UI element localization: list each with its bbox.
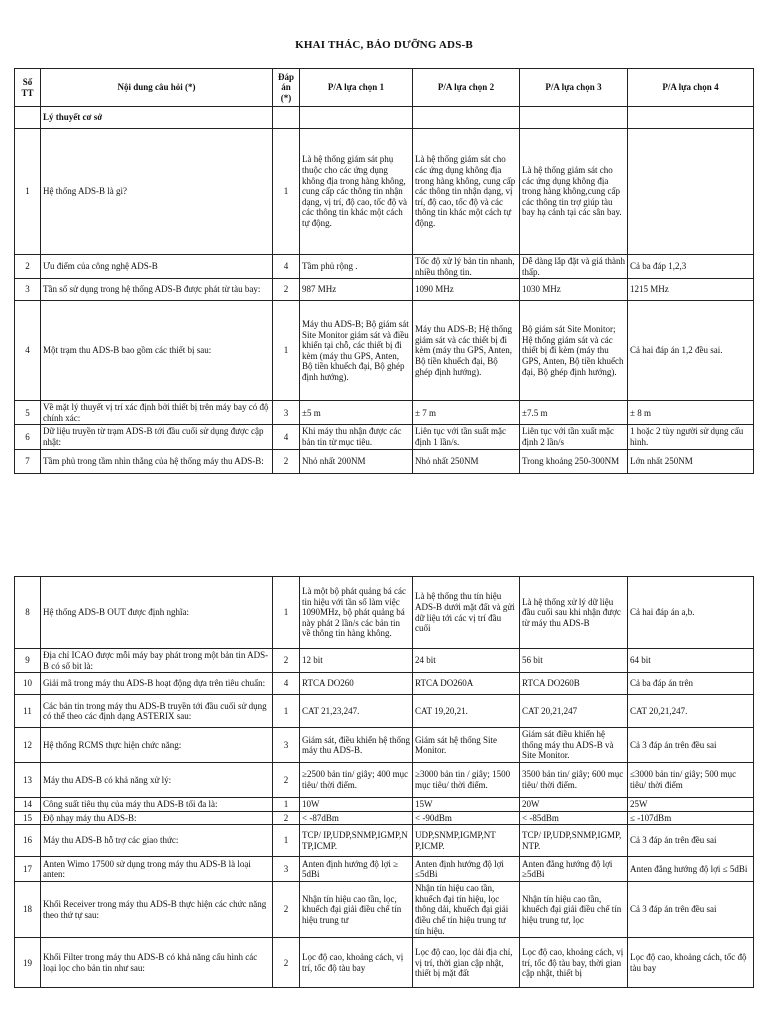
option-1: ≥2500 bản tin/ giây; 400 mục tiêu/ thời điểm. [300, 763, 413, 798]
answer-number: 1 [273, 129, 300, 255]
option-2: Nhận tín hiệu cao tần, khuếch đại tín hiệu, lọc thông dải, khuếch đại giải điều chế tín hiệu trung tư tín hiệu. [413, 882, 520, 938]
option-2: Máy thu ADS-B; Hệ thống giám sát và các thiết bị đi kèm (máy thu GPS, Anten, Bộ tiền khuếch đại, Bộ ghép định hướng). [413, 301, 520, 401]
option-4: 25W [628, 798, 754, 812]
answer-number: 4 [273, 255, 300, 279]
option-4: CAT 20,21,247. [628, 695, 754, 728]
option-3: Là hệ thống xử lý dữ liệu đầu cuối sau khi nhận được từ máy thu ADS-B [520, 577, 628, 649]
option-2: Anten định hướng độ lợi ≤5dBi [413, 857, 520, 882]
document-title: KHAI THÁC, BẢO DƯỠNG ADS-B [295, 39, 473, 51]
row-number: 12 [15, 728, 41, 763]
option-2: Nhỏ nhất 250NM [413, 449, 520, 473]
option-2: 24 bit [413, 649, 520, 673]
option-4 [628, 129, 754, 255]
answer-number: 4 [273, 425, 300, 449]
row-number: 13 [15, 763, 41, 798]
question-row [15, 882, 754, 938]
row-number: 7 [15, 449, 41, 473]
question-text: Các bản tin trong máy thu ADS-B truyền tới đầu cuối sử dụng có thể theo các định dạng ASTERIX sau: [41, 695, 273, 728]
option-1: Khi máy thu nhận được các bản tin từ mục tiêu. [300, 425, 413, 449]
option-1: 987 MHz [300, 279, 413, 301]
option-4: Cả ba đáp 1,2,3 [628, 255, 754, 279]
question-row [15, 938, 754, 988]
answer-number: 2 [273, 763, 300, 798]
row-number: 9 [15, 649, 41, 673]
option-3: CAT 20,21,247 [520, 695, 628, 728]
question-table-1 [14, 68, 754, 474]
answer-number: 2 [273, 811, 300, 825]
header-stt: Số TT [15, 69, 41, 107]
answer-number: 2 [273, 449, 300, 473]
row-number: 19 [15, 938, 41, 988]
header-option-1: P/A lựa chọn 1 [300, 69, 413, 107]
row-number: 14 [15, 798, 41, 812]
question-row [15, 728, 754, 763]
option-1: Là một bộ phát quảng bá các tin hiệu với tần số làm việc 1090MHz, bộ phát quảng bá này phát 2 lần/s các bản tin về thông tin hàng không. [300, 577, 413, 649]
option-1: Nhận tín hiệu cao tần, lọc, khuếch đại giải điều chế tín hiệu trung tư [300, 882, 413, 938]
question-row [15, 301, 754, 401]
question-row [15, 649, 754, 673]
row-number: 11 [15, 695, 41, 728]
question-row [15, 255, 754, 279]
option-3: 1030 MHz [520, 279, 628, 301]
row-number: 10 [15, 673, 41, 695]
question-row [15, 401, 754, 425]
answer-number: 1 [273, 825, 300, 857]
option-1: Tầm phủ rộng . [300, 255, 413, 279]
option-3: 3500 bản tin/ giây; 600 mục tiêu/ thời điểm. [520, 763, 628, 798]
option-1: Nhỏ nhất 200NM [300, 449, 413, 473]
option-4: Anten đẳng hướng độ lợi ≤ 5dBi [628, 857, 754, 882]
option-4: Lớn nhất 250NM [628, 449, 754, 473]
option-2: 15W [413, 798, 520, 812]
answer-number: 2 [273, 938, 300, 988]
option-4: 64 bit [628, 649, 754, 673]
row-number: 16 [15, 825, 41, 857]
question-row [15, 857, 754, 882]
option-2: 1090 MHz [413, 279, 520, 301]
option-2: Tốc độ xử lý bản tin nhanh, nhiều thông tin. [413, 255, 520, 279]
option-4: ≤3000 bản tin/ giây; 500 mục tiêu/ thời điểm [628, 763, 754, 798]
question-row [15, 673, 754, 695]
option-3: 56 bit [520, 649, 628, 673]
option-1: Giám sát, điều khiển hệ thống máy thu ADS-B. [300, 728, 413, 763]
answer-number: 3 [273, 857, 300, 882]
option-2: ± 7 m [413, 401, 520, 425]
section-empty-cell [628, 107, 754, 129]
question-text: Về mặt lý thuyết vị trí xác định bởi thiết bị trên máy bay có độ chính xác: [41, 401, 273, 425]
option-3: TCP/ IP,UDP,SNMP,IGMP, NTP. [520, 825, 628, 857]
question-text: Khối Receiver trong máy thu ADS-B thực hiện các chức năng theo thứ tự sau: [41, 882, 273, 938]
question-row [15, 811, 754, 825]
row-number: 4 [15, 301, 41, 401]
option-4: Cả 3 đáp án trên đều sai [628, 882, 754, 938]
answer-number: 1 [273, 798, 300, 812]
option-3: Bộ giám sát Site Monitor; Hệ thống giám sát và các thiết bị đi kèm (máy thu GPS, Anten, Bộ tiền khuếch đại, Bộ ghép định hướng). [520, 301, 628, 401]
option-2: Giám sát hệ thống Site Monitor. [413, 728, 520, 763]
option-4: Cả 3 đáp án trên đều sai [628, 825, 754, 857]
question-text: Máy thu ADS-B có khả năng xử lý: [41, 763, 273, 798]
option-1: RTCA DO260 [300, 673, 413, 695]
option-3: Dễ dàng lắp đặt và giá thành thấp. [520, 255, 628, 279]
question-text: Tầm phủ trong tầm nhìn thẳng của hệ thống máy thu ADS-B: [41, 449, 273, 473]
option-1: CAT 21,23,247. [300, 695, 413, 728]
answer-number: 1 [273, 577, 300, 649]
question-text: Hệ thống RCMS thực hiện chức năng: [41, 728, 273, 763]
question-text: Tần số sử dụng trong hệ thống ADS-B được phát từ tàu bay: [41, 279, 273, 301]
answer-number: 1 [273, 695, 300, 728]
option-4: ≤ -107dBm [628, 811, 754, 825]
option-1: Lọc độ cao, khoảng cách, vị trí, tốc độ tàu bay [300, 938, 413, 988]
row-number: 5 [15, 401, 41, 425]
question-text: Máy thu ADS-B hỗ trợ các giao thức: [41, 825, 273, 857]
header-option-3: P/A lựa chọn 3 [520, 69, 628, 107]
question-row [15, 577, 754, 649]
question-row [15, 449, 754, 473]
question-row [15, 763, 754, 798]
option-4: Lọc độ cao, khoảng cách, tốc độ tàu bay [628, 938, 754, 988]
option-3: ±7.5 m [520, 401, 628, 425]
answer-number: 2 [273, 279, 300, 301]
question-row [15, 425, 754, 449]
header-answer: Đáp án (*) [273, 69, 300, 107]
option-1: 10W [300, 798, 413, 812]
question-text: Dữ liệu truyền từ trạm ADS-B tới đầu cuối sử dụng được cập nhật: [41, 425, 273, 449]
option-3: 20W [520, 798, 628, 812]
header-option-2: P/A lựa chọn 2 [413, 69, 520, 107]
option-4: Cả ba đáp án trên [628, 673, 754, 695]
question-row [15, 129, 754, 255]
option-2: UDP,SNMP,IGMP,NT P,ICMP. [413, 825, 520, 857]
option-3: Liên tục với tần xuất mặc định 2 lần/s [520, 425, 628, 449]
header-option-4: P/A lựa chọn 4 [628, 69, 754, 107]
question-text: Một trạm thu ADS-B bao gồm các thiết bị sau: [41, 301, 273, 401]
question-row [15, 798, 754, 812]
option-4: ± 8 m [628, 401, 754, 425]
option-3: Nhận tín hiệu cao tần, khuếch đại giải điều chế tín hiệu trung tư, lọc [520, 882, 628, 938]
answer-number: 2 [273, 882, 300, 938]
section-empty-cell [273, 107, 300, 129]
option-3: RTCA DO260B [520, 673, 628, 695]
row-number: 1 [15, 129, 41, 255]
header-question: Nội dung câu hỏi (*) [41, 69, 273, 107]
question-row [15, 825, 754, 857]
section-empty-cell [15, 107, 41, 129]
table-header-row [15, 69, 754, 107]
answer-number: 1 [273, 301, 300, 401]
option-1: Anten định hướng độ lợi ≥ 5dBi [300, 857, 413, 882]
option-2: < -90dBm [413, 811, 520, 825]
option-1: 12 bit [300, 649, 413, 673]
option-4: Cả 3 đáp án trên đều sai [628, 728, 754, 763]
question-text: Hệ thống ADS-B OUT được định nghĩa: [41, 577, 273, 649]
question-text: Khối Filter trong máy thu ADS-B có khả năng cấu hình các loại lọc cho bản tin như sau: [41, 938, 273, 988]
option-4: 1 hoặc 2 tùy người sử dụng cấu hình. [628, 425, 754, 449]
row-number: 15 [15, 811, 41, 825]
option-3: < -85dBm [520, 811, 628, 825]
section-empty-cell [300, 107, 413, 129]
question-text: Ưu điểm của công nghệ ADS-B [41, 255, 273, 279]
question-text: Giải mã trong máy thu ADS-B hoạt động dựa trên tiêu chuẩn: [41, 673, 273, 695]
option-3: Giám sát điều khiển hệ thống máy thu ADS-B và Site Monitor. [520, 728, 628, 763]
question-text: Công suất tiêu thụ của máy thu ADS-B tối đa là: [41, 798, 273, 812]
row-number: 6 [15, 425, 41, 449]
question-text: Hệ thống ADS-B là gì? [41, 129, 273, 255]
answer-number: 3 [273, 728, 300, 763]
row-number: 18 [15, 882, 41, 938]
question-table-2 [14, 576, 754, 988]
section-title: Lý thuyết cơ sở [41, 107, 273, 129]
option-2: ≥3000 bản tin / giây; 1500 mục tiêu/ thời điểm. [413, 763, 520, 798]
option-2: RTCA DO260A [413, 673, 520, 695]
row-number: 3 [15, 279, 41, 301]
answer-number: 2 [273, 649, 300, 673]
question-text: Độ nhạy máy thu ADS-B: [41, 811, 273, 825]
option-1: Máy thu ADS-B; Bộ giám sát Site Monitor giám sát và điều khiển tại chỗ, các thiết bị đi kèm (máy thu GPS, Anten, Bộ tiền khuếch đại, Bộ ghép định hướng). [300, 301, 413, 401]
option-4: 1215 MHz [628, 279, 754, 301]
row-number: 2 [15, 255, 41, 279]
question-text: Địa chỉ ICAO được mỗi máy bay phát trong một bản tin ADS-B có số bit là: [41, 649, 273, 673]
option-3: Trong khoảng 250-300NM [520, 449, 628, 473]
option-4: Cả hai đáp án a,b. [628, 577, 754, 649]
option-3: Lọc độ cao, khoảng cách, vị trí, tốc độ tàu bay, thời gian cập nhật, thiết bị [520, 938, 628, 988]
option-4: Cả hai đáp án 1,2 đều sai. [628, 301, 754, 401]
option-2: CAT 19,20,21. [413, 695, 520, 728]
section-empty-cell [413, 107, 520, 129]
option-2: Lọc độ cao, lọc dải địa chỉ, vị trí, thời gian cập nhật, thiết bị mặt đất [413, 938, 520, 988]
option-1: Là hệ thống giám sát phụ thuộc cho các ứng dụng không địa trong hàng không, cung cấp các thông tin nhận dạng, vị trí, độ cao, tốc độ và các thông tin khác một cách tự động. [300, 129, 413, 255]
option-1: TCP/ IP,UDP,SNMP,IGMP,N TP,ICMP. [300, 825, 413, 857]
option-2: Liên tục với tần suất mặc định 1 lần/s. [413, 425, 520, 449]
row-number: 17 [15, 857, 41, 882]
question-row [15, 695, 754, 728]
option-1: ±5 m [300, 401, 413, 425]
question-text: Anten Wimo 17500 sử dụng trong máy thu ADS-B là loại anten: [41, 857, 273, 882]
question-row [15, 279, 754, 301]
answer-number: 4 [273, 673, 300, 695]
section-empty-cell [520, 107, 628, 129]
answer-number: 3 [273, 401, 300, 425]
option-1: < -87dBm [300, 811, 413, 825]
option-2: Là hệ thống thu tín hiệu ADS-B dưới mặt đất và gửi dữ liệu tới các vị trí đầu cuối [413, 577, 520, 649]
row-number: 8 [15, 577, 41, 649]
section-row [15, 107, 754, 129]
option-3: Là hệ thống giám sát cho các ứng dụng không địa trong hàng không,cung cấp các thông tin trợ giúp tàu bay hạ cánh tại các sân bay. [520, 129, 628, 255]
option-3: Anten đẳng hướng độ lợi ≥5dBi [520, 857, 628, 882]
option-2: Là hệ thống giám sát cho các ứng dụng không địa trong hàng không, cung cấp các thông tin nhận dạng, vị trí, độ cao, tốc độ và các thông tin khác một cách tự động. [413, 129, 520, 255]
